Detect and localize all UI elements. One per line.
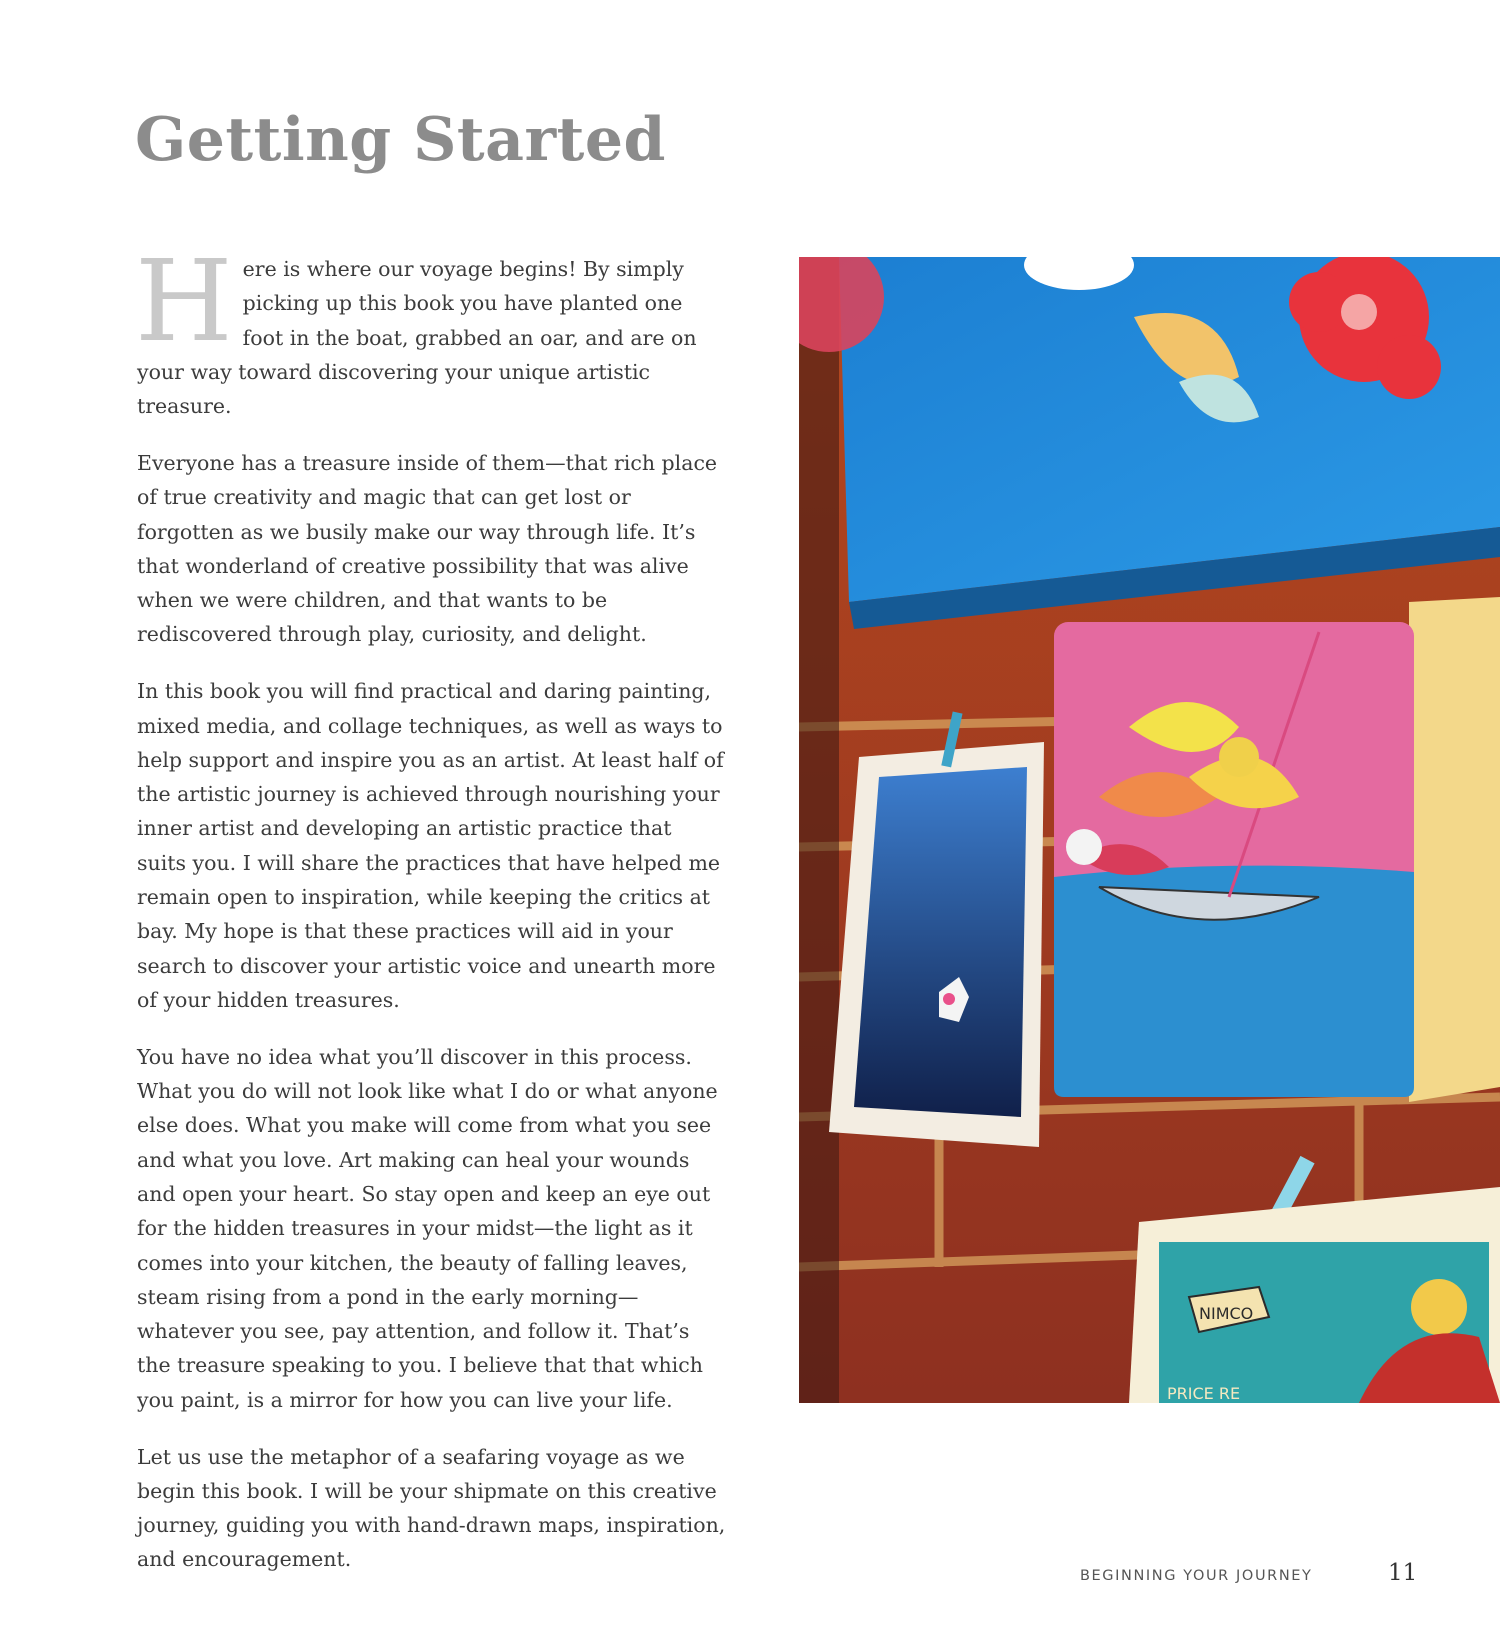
body-text <box>135 237 727 1599</box>
paragraph-1 <box>135 237 727 423</box>
label-card-word-2: PRICE RE <box>1167 1384 1241 1403</box>
vintage-label-card <box>1129 1187 1500 1403</box>
paragraph-2: Everyone has a treasure inside of them—that rich place of true creativity and magic that can get lost or forgotten as we busily make our way through life. It’s that wonderland of creative possibility that was alive when we were children, and that wants to be rediscovered through play, curiosity, and delight. <box>137 450 718 647</box>
pink-canvas-artwork <box>1054 597 1500 1102</box>
page-number: 11 <box>1388 1560 1418 1586</box>
artwork-photo <box>799 257 1500 1403</box>
page-title: Getting Started <box>135 105 666 175</box>
paragraph-3: In this book you will find practical and daring painting, mixed media, and collage techniques, as well as ways to help support and inspire you as an artist. At least half of the artistic journey is achieved through nourishing your inner artist and developing an artistic practice that suits you. I will share the practices that have helped me remain open to inspiration, while keeping the critics at bay. My hope is that these practices will aid in your search to discover your artistic voice and unearth more of your hidden treasures. <box>137 679 724 1012</box>
paragraph-1-text: ere is where our voyage begins! By simply picking up this book you have planted one foot in the boat, grabbed an oar, and are on your way toward discovering your unique artistic treasure. <box>137 257 697 419</box>
blue-print-card <box>829 742 1044 1147</box>
artwork-photo-illustration <box>799 257 1500 1403</box>
paragraph-5: Let us use the metaphor of a seafaring voyage as we begin this book. I will be your shipmate on this creative journey, guiding you with hand-drawn maps, inspiration, and encouragement. <box>137 1444 726 1572</box>
drop-cap: H <box>135 237 233 367</box>
running-footer-section: BEGINNING YOUR JOURNEY <box>1080 1568 1313 1584</box>
label-card-word-1: NIMCO <box>1199 1304 1254 1323</box>
paragraph-4: You have no idea what you’ll discover in this process. What you do will not look like what I do or what anyone else does. What you make will come from what you see and what you love. Art making can heal your wounds and open your heart. So stay open and keep an eye out for the hidden treasures in your midst—the light as it comes into your kitchen, the beauty of falling leaves, steam rising from a pond in the early morning—whatever you see, pay attention, and follow it. That’s the treasure speaking to you. I believe that that which you paint, is a mirror for how you can live your life. <box>137 1044 718 1412</box>
